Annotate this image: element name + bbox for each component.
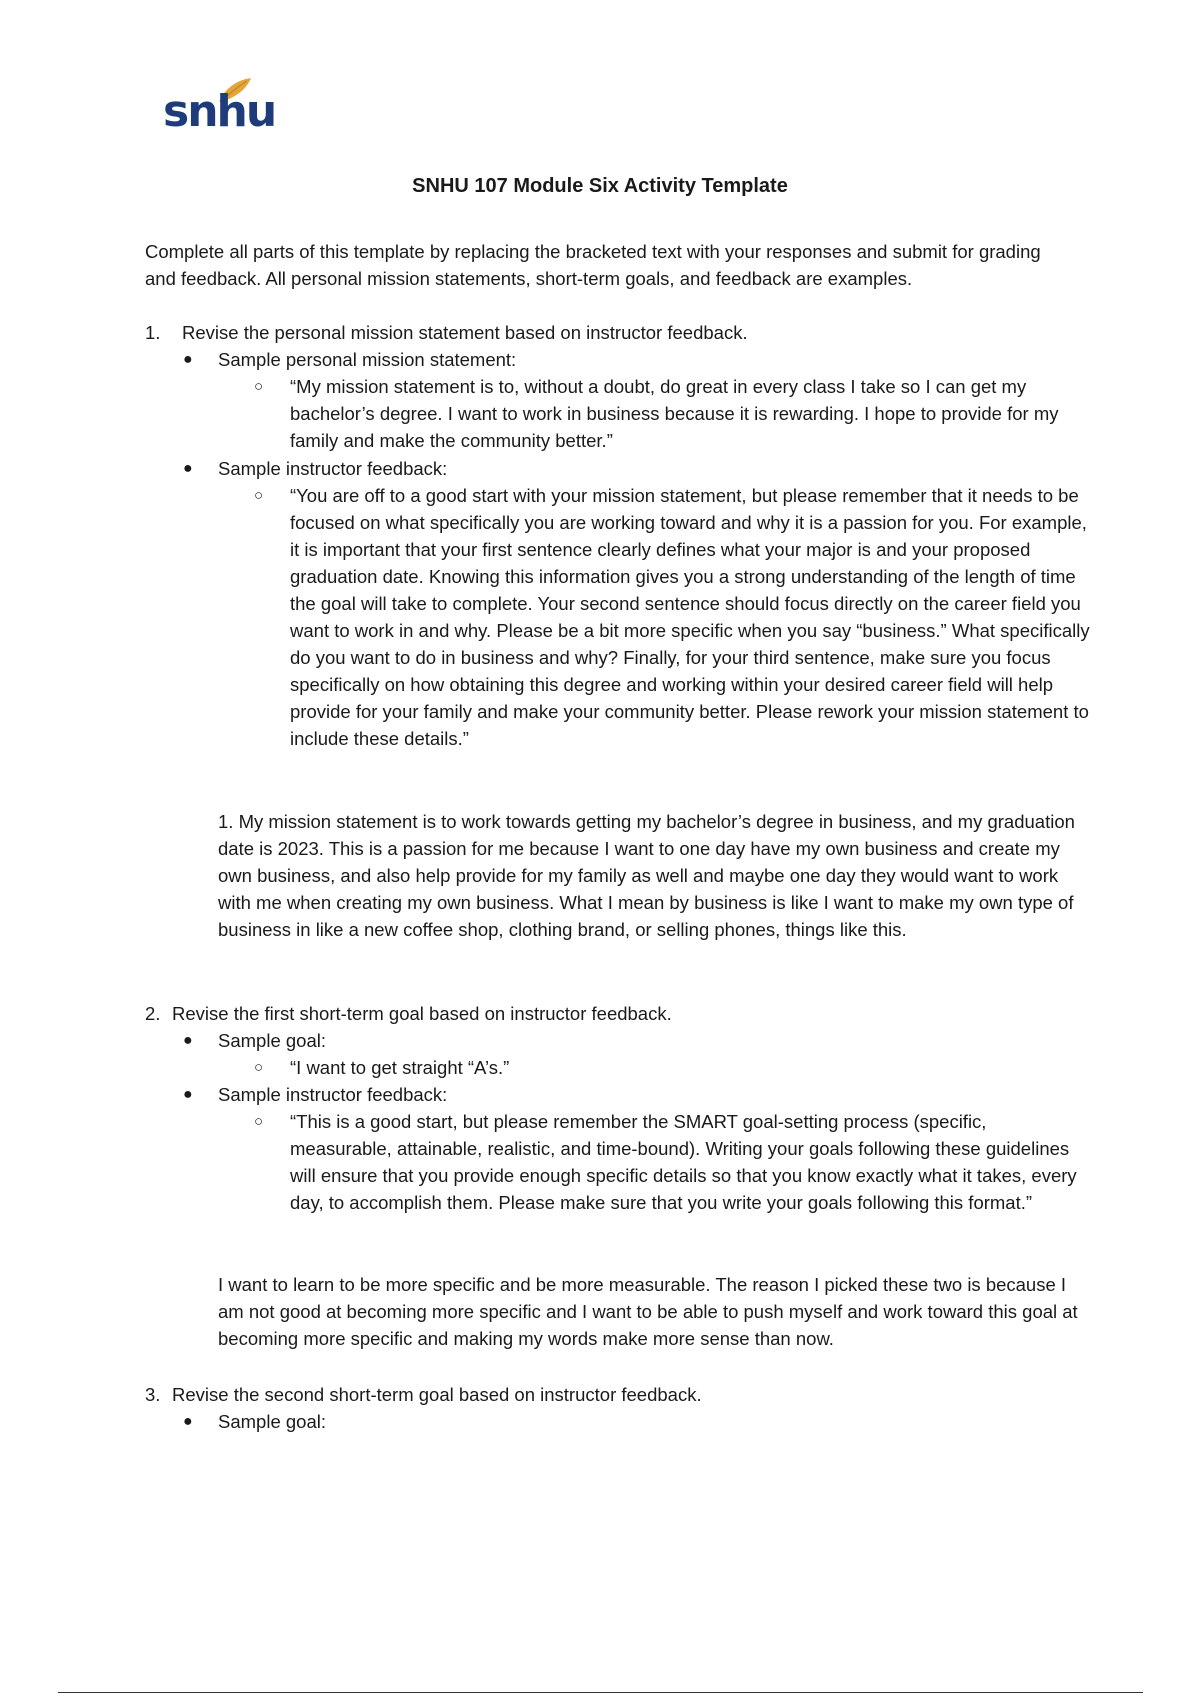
sample-instructor-feedback: “This is a good start, but please remember the SMART goal-setting process (specific, measurable, attainable, realistic, and time-bound). Writing your goals following these guidelines will ensure that you provide enough specific details so that you know exactly what it takes, every day, to accomplish them. Please make sure that you write your goals following this format.” [290, 1111, 1077, 1213]
sample-goal: “I want to get straight “A’s.” [290, 1057, 510, 1078]
sample-mission-statement: “My mission statement is to, without a doubt, do great in every class I take so I can get my bachelor’s degree. I want to work in business because it is rewarding. I hope to provide for my family and make the community better.” [290, 376, 1059, 451]
bullet-label: Sample instructor feedback: [218, 458, 448, 479]
bullet-label: Sample goal: [218, 1411, 326, 1432]
logo-wordmark: snhu [163, 86, 276, 137]
circle-bullet-icon: ○ [254, 378, 264, 395]
circle-bullet-icon: ○ [254, 1059, 264, 1076]
bullet-icon: ● [183, 1413, 193, 1430]
bullet-label: Sample instructor feedback: [218, 1084, 448, 1105]
sample-instructor-feedback: “You are off to a good start with your mission statement, but please remember that it needs to be focused on what specifically you are working toward and why it is a passion for you. For example, it is important that your first sentence clearly defines what your major is and your proposed graduation date. Knowing this information gives you a strong understanding of the length of time the goal will take to complete. Your second sentence should focus directly on the career field you want to work in and why. Please be a bit more specific when you say “business.” What specifically do you want to do in business and why? Finally, for your third sentence, make sure you focus specifically on how obtaining this degree and working within your desired career field will help provide for your family and make your community better. Please rework your mission statement to include these details.” [290, 485, 1090, 749]
circle-bullet-icon: ○ [254, 487, 264, 504]
circle-bullet-icon: ○ [254, 1113, 264, 1130]
bullet-icon: ● [183, 351, 193, 368]
section-number: 1. [145, 322, 161, 343]
bullet-icon: ● [183, 1032, 193, 1049]
bullet-icon: ● [183, 460, 193, 477]
intro-paragraph: Complete all parts of this template by replacing the bracketed text with your responses and submit for grading and feedback. All personal mission statements, short-term goals, and feedback are examples. [145, 241, 1041, 289]
bullet-label: Sample personal mission statement: [218, 349, 517, 370]
section-heading-text: Revise the first short-term goal based on instructor feedback. [172, 1003, 672, 1024]
section-heading-text: Revise the personal mission statement based on instructor feedback. [182, 322, 748, 343]
document-title: SNHU 107 Module Six Activity Template [412, 175, 788, 197]
short-term-goal-response: I want to learn to be more specific and be more measurable. The reason I picked these two is because I am not good at becoming more specific and I want to be able to push myself and work toward this goal at becoming more specific and making my words make more sense than now. [218, 1274, 1078, 1349]
section-number: 3. [145, 1384, 161, 1405]
page-footer-divider [58, 1692, 1143, 1693]
bullet-label: Sample goal: [218, 1030, 326, 1051]
snhu-logo [163, 76, 276, 140]
mission-statement-response: 1. My mission statement is to work towards getting my bachelor’s degree in business, and my graduation date is 2023. This is a passion for me because I want to one day have my own business and create my own business, and also help provide for my family as well and maybe one day they would want to work with me when creating my own business. What I mean by business is like I want to make my own type of business in like a new coffee shop, clothing brand, or selling phones, things like this. [218, 811, 1075, 940]
section-heading-text: Revise the second short-term goal based on instructor feedback. [172, 1384, 702, 1405]
section-number: 2. [145, 1003, 161, 1024]
bullet-icon: ● [183, 1086, 193, 1103]
